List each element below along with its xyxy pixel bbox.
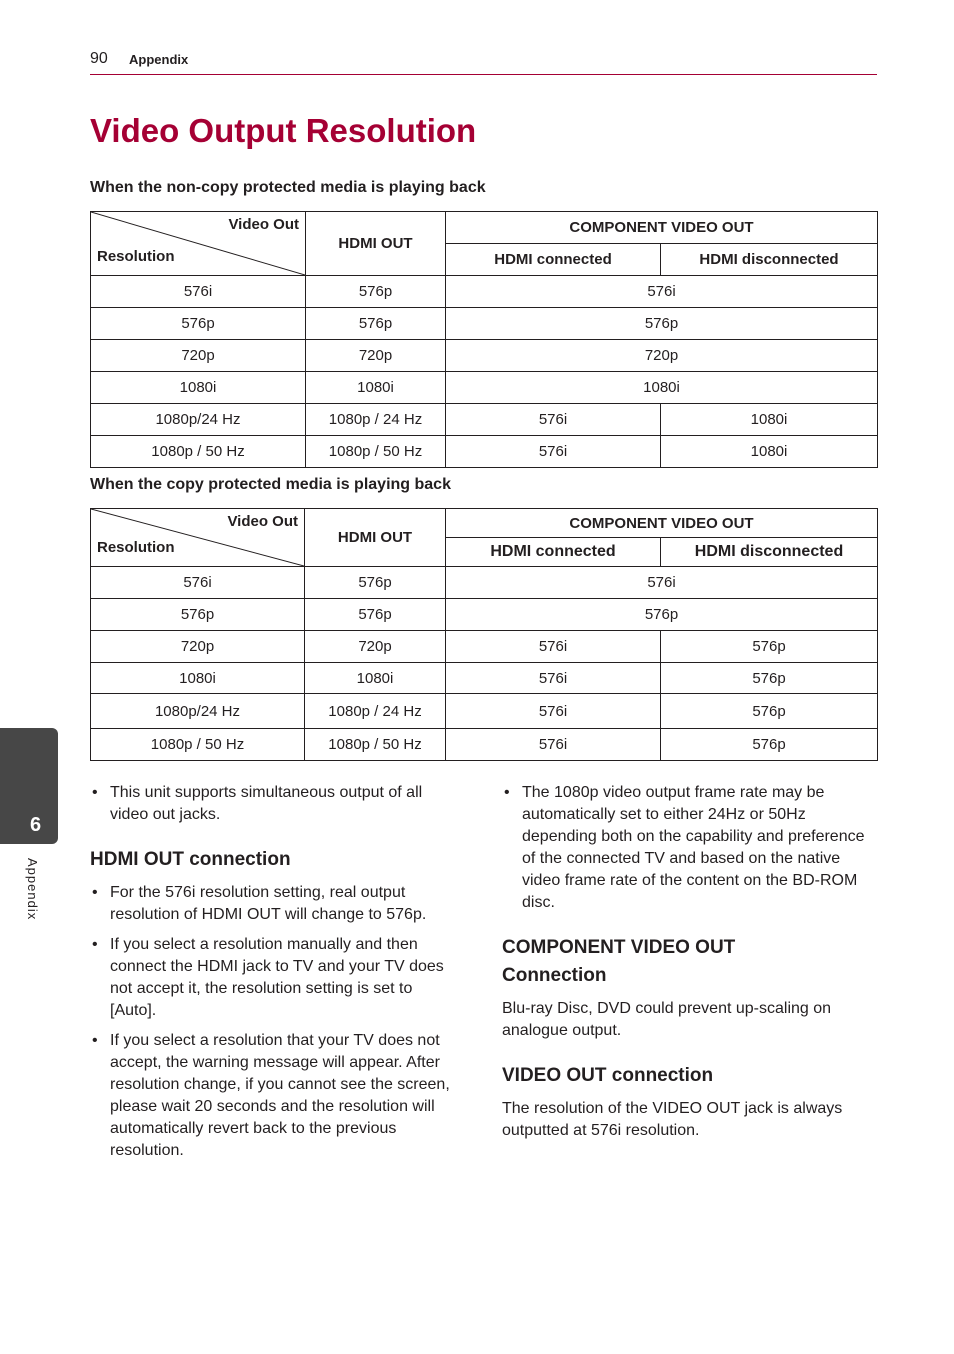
hdmi-out-heading: HDMI OUT connection bbox=[90, 849, 291, 870]
section-label: Appendix bbox=[129, 52, 189, 67]
component-connected-cell: 576i bbox=[446, 436, 661, 468]
table-row bbox=[91, 372, 878, 404]
component-heading-line2: Connection bbox=[502, 965, 607, 986]
page-number: 90 bbox=[90, 50, 108, 67]
right-column bbox=[502, 782, 877, 1142]
component-cell: 1080i bbox=[446, 372, 878, 404]
component-cell: 576p bbox=[446, 599, 878, 631]
video-out-label: Video Out bbox=[227, 513, 298, 530]
hdmi-out-cell: 576p bbox=[305, 567, 446, 599]
component-disconnected-cell: 576p bbox=[661, 694, 878, 729]
table-row bbox=[91, 694, 878, 729]
component-video-out-heading bbox=[502, 934, 877, 990]
chapter-number: 6 bbox=[30, 814, 42, 836]
resolution-cell: 1080i bbox=[91, 663, 305, 694]
component-header: COMPONENT VIDEO OUT bbox=[446, 509, 878, 538]
hdmi-out-header: HDMI OUT bbox=[305, 509, 446, 567]
list-item: • This unit supports simultaneous output of all video out jacks. bbox=[90, 782, 460, 826]
component-heading-line1: COMPONENT VIDEO OUT bbox=[502, 937, 736, 958]
table-row bbox=[91, 340, 878, 372]
hdmi-connected-header: HDMI connected bbox=[446, 538, 661, 567]
resolution-cell: 1080p / 50 Hz bbox=[91, 729, 305, 761]
page-title: Video Output Resolution bbox=[90, 112, 477, 149]
component-header: COMPONENT VIDEO OUT bbox=[446, 212, 878, 244]
table-row bbox=[91, 308, 878, 340]
component-cell: 720p bbox=[446, 340, 878, 372]
resolution-table-noncopy bbox=[90, 211, 878, 468]
list-item: • For the 576i resolution setting, real output resolution of HDMI OUT will change to 576p. bbox=[90, 882, 460, 926]
chapter-tab bbox=[0, 728, 58, 844]
table-row bbox=[91, 436, 878, 468]
hdmi-out-cell: 1080p / 24 Hz bbox=[305, 694, 446, 729]
hdmi-connected-header: HDMI connected bbox=[446, 244, 661, 276]
table-row bbox=[91, 404, 878, 436]
resolution-cell: 1080p/24 Hz bbox=[91, 694, 305, 729]
hdmi-out-cell: 720p bbox=[305, 631, 446, 663]
component-cell: 576i bbox=[446, 567, 878, 599]
hdmi-out-cell: 576p bbox=[306, 308, 446, 340]
component-disconnected-cell: 1080i bbox=[661, 436, 878, 468]
component-text: Blu-ray Disc, DVD could prevent up-scaling on analogue output. bbox=[502, 1000, 832, 1039]
hdmi-out-cell: 1080i bbox=[305, 663, 446, 694]
component-connected-cell: 576i bbox=[446, 663, 661, 694]
resolution-cell: 1080p/24 Hz bbox=[91, 404, 306, 436]
hdmi-out-cell: 1080p / 50 Hz bbox=[306, 436, 446, 468]
diagonal-header-cell bbox=[91, 212, 306, 276]
list-item: • If you select a resolution that your TV does not accept, the warning message will appear. After resolution change, if you cannot see the screen, please wait 20 seconds and the resolution will automatically revert back to the previous resolution. bbox=[90, 1030, 460, 1162]
table-row bbox=[91, 276, 878, 308]
table1-caption: When the non-copy protected media is playing back bbox=[90, 179, 486, 196]
hdmi-disconnected-header: HDMI disconnected bbox=[661, 538, 878, 567]
component-connected-cell: 576i bbox=[446, 631, 661, 663]
hdmi-out-cell: 1080i bbox=[306, 372, 446, 404]
component-disconnected-cell: 576p bbox=[661, 663, 878, 694]
hdmi-disconnected-header: HDMI disconnected bbox=[661, 244, 878, 276]
resolution-label: Resolution bbox=[97, 539, 175, 556]
table-row bbox=[91, 567, 878, 599]
table-row bbox=[91, 599, 878, 631]
resolution-cell: 576p bbox=[91, 308, 306, 340]
video-out-heading: VIDEO OUT connection bbox=[502, 1065, 714, 1086]
hdmi-out-cell: 1080p / 24 Hz bbox=[306, 404, 446, 436]
component-disconnected-cell: 576p bbox=[661, 631, 878, 663]
table2-caption: When the copy protected media is playing back bbox=[90, 476, 451, 493]
resolution-cell: 1080i bbox=[91, 372, 306, 404]
resolution-cell: 576p bbox=[91, 599, 305, 631]
list-item: • If you select a resolution manually and then connect the HDMI jack to TV and your TV does not accept it, the resolution setting is set to [Auto]. bbox=[90, 934, 460, 1022]
hdmi-out-cell: 576p bbox=[305, 599, 446, 631]
component-connected-cell: 576i bbox=[446, 404, 661, 436]
hdmi-out-cell: 720p bbox=[306, 340, 446, 372]
video-out-label: Video Out bbox=[228, 216, 299, 233]
left-column bbox=[90, 782, 460, 1170]
component-cell: 576i bbox=[446, 276, 878, 308]
component-connected-cell: 576i bbox=[446, 729, 661, 761]
video-out-text: The resolution of the VIDEO OUT jack is always outputted at 576i resolution. bbox=[502, 1100, 843, 1139]
resolution-cell: 576i bbox=[91, 276, 306, 308]
hdmi-out-cell: 1080p / 50 Hz bbox=[305, 729, 446, 761]
resolution-cell: 1080p / 50 Hz bbox=[91, 436, 306, 468]
resolution-cell: 720p bbox=[91, 340, 306, 372]
resolution-label: Resolution bbox=[97, 248, 175, 265]
resolution-cell: 720p bbox=[91, 631, 305, 663]
component-connected-cell: 576i bbox=[446, 694, 661, 729]
component-cell: 576p bbox=[446, 308, 878, 340]
chapter-label: Appendix bbox=[25, 858, 40, 921]
page-header bbox=[90, 48, 877, 75]
resolution-cell: 576i bbox=[91, 567, 305, 599]
hdmi-out-header: HDMI OUT bbox=[306, 212, 446, 276]
list-item: • The 1080p video output frame rate may be automatically set to either 24Hz or 50Hz depending both on the capability and preference of the connected TV and based on the native video frame rate of the content on the BD-ROM disc. bbox=[502, 782, 877, 914]
table-row bbox=[91, 729, 878, 761]
component-disconnected-cell: 576p bbox=[661, 729, 878, 761]
component-disconnected-cell: 1080i bbox=[661, 404, 878, 436]
resolution-table-copy bbox=[90, 508, 878, 761]
table-row bbox=[91, 631, 878, 663]
table-row bbox=[91, 663, 878, 694]
hdmi-out-cell: 576p bbox=[306, 276, 446, 308]
diagonal-header-cell bbox=[91, 509, 305, 567]
